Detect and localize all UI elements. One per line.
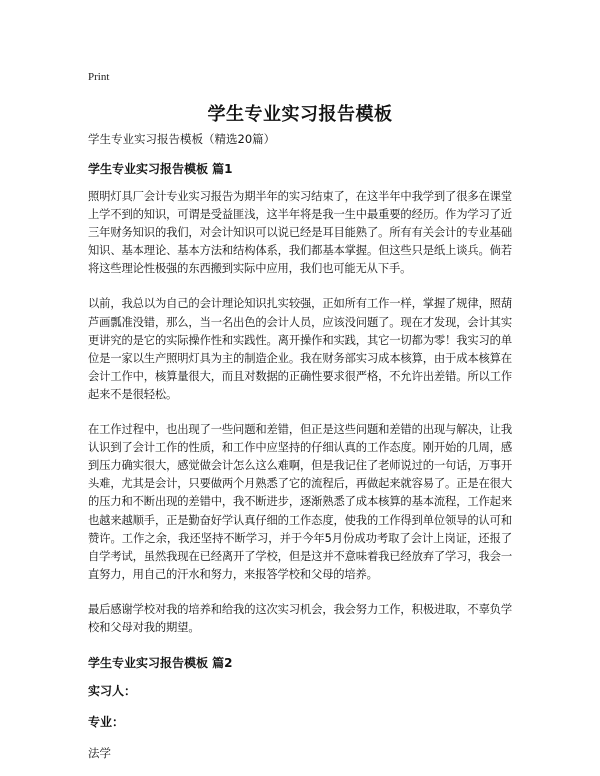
section-heading-1: 学生专业实习报告模板 篇1 bbox=[88, 162, 233, 176]
paragraph: 以前，我总以为自己的会计理论知识扎实较强，正如所有工作一样，掌握了规律，照葫芦画瓢准没错，那么，当一名出色的会计人员，应该没问题了。现在才发现，会计其实更讲究的是它的实际操作性和实践性。离开操作和实践，其它一切都为零！我实习的单位是一家以生产照明灯具为主的制造企业。我在财务部实习成本核算，由于成本核算在会计工作中，核算量很大，而且对数据的正确性要求很严格，不允许出差错。所以工作起来不是很轻松。 bbox=[88, 297, 512, 401]
paragraph: 最后感谢学校对我的培养和给我的这次实习机会，我会努力工作，积极进取，不辜负学校和父母对我的期望。 bbox=[88, 602, 512, 634]
paragraph: 照明灯具厂会计专业实习报告为期半年的实习结束了，在这半年中我学到了很多在课堂上学不到的知识，可谓是受益匪浅，这半年将是我一生中最重要的经历。作为学习了近三年财务知识的我们，对会计知识可以说已经是耳目能熟了。所有有关会计的专业基础知识、基本理论、基本方法和结构体系，我们都基本掌握。但这些只是纸上谈兵。倘若将这些理论性极强的东西搬到实际中应用，我们也可能无从下手。 bbox=[88, 190, 512, 276]
major-value: 法学 bbox=[88, 746, 111, 761]
print-label: Print bbox=[88, 71, 110, 83]
document-body bbox=[88, 131, 512, 762]
section-heading-2: 学生专业实习报告模板 篇2 bbox=[88, 656, 233, 671]
paragraph: 在工作过程中，也出现了一些问题和差错，但正是这些问题和差错的出现与解决，让我认识到了会计工作的性质，和工作中应坚持的仔细认真的工作态度。刚开始的几周，感到压力确实很大，感觉做会计怎么这么难啊，但是我记住了老师说过的一句话，万事开头难，尤其是会计，只要做两个月熟悉了它的流程后，再做起来就容易了。正是在很大的压力和不断出现的差错中，我不断进步，逐渐熟悉了成本核算的基本流程，工作起来也越来越顺手，正是勤奋好学认真仔细的工作态度，使我的工作得到单位领导的认可和赞许。工作之余，我还坚持不断学习，并于今年5月份成功考取了会计上岗证，还报了自学考试，虽然我现在已经离开了学校，但是这并不意味着我已经放弃了学习，我会一直努力，用自己的汗水和努力，来报答学校和父母的培养。 bbox=[88, 423, 512, 581]
intern-name-label: 实习人： bbox=[88, 684, 137, 699]
document-subtitle: 学生专业实习报告模板（精选20篇） bbox=[88, 132, 276, 146]
document-title: 学生专业实习报告模板 bbox=[207, 104, 393, 125]
major-label: 专业： bbox=[88, 715, 125, 730]
